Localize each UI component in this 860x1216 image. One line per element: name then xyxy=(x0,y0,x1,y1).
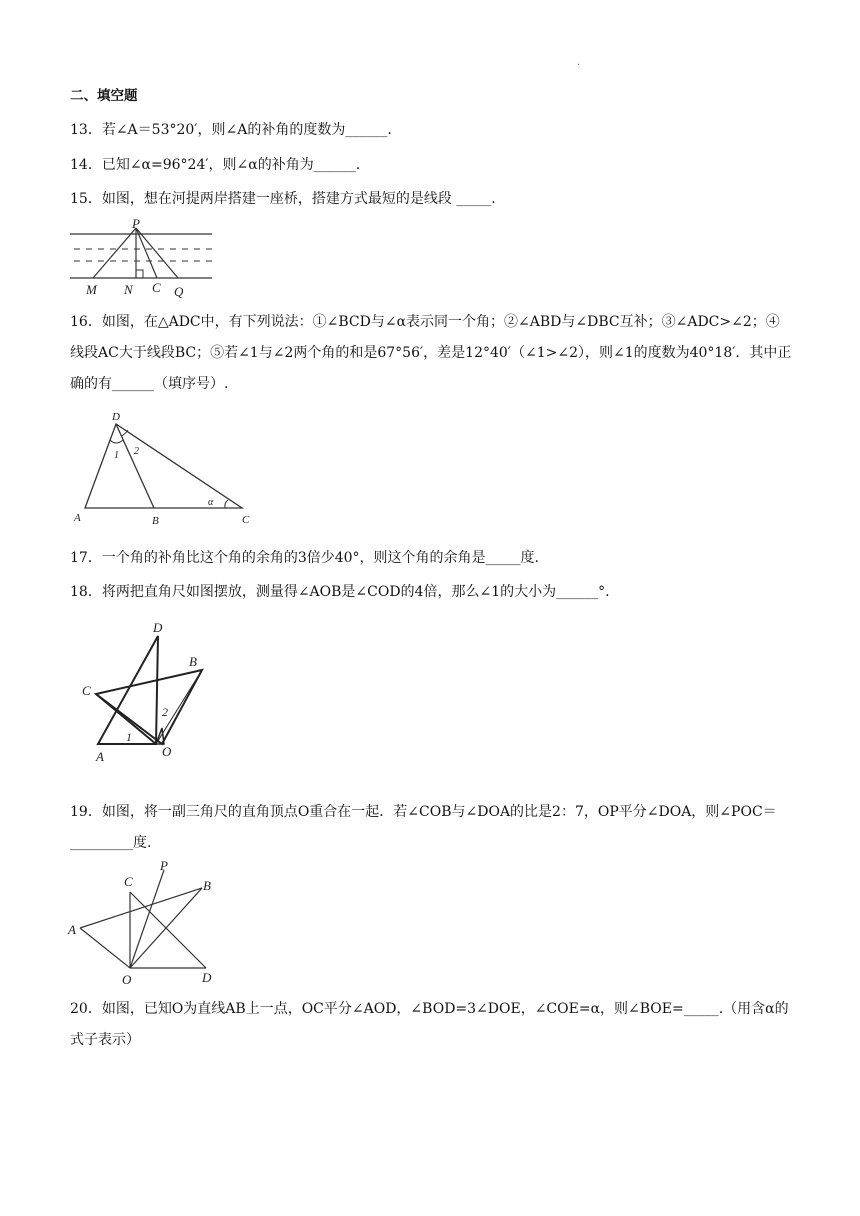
angle-1-arc xyxy=(110,440,123,443)
question-text: ．如图，将一副三角尺的直角顶点O重合在一起．若∠COB与∠DOA的比是2：7，OP平分∠DOA，则∠POC＝_________度. xyxy=(70,804,777,851)
question-text: ．如图，已知O为直线AB上一点，OC平分∠AOD，∠BOD=3∠DOE，∠COE=α，则∠BOE=_____.（用含α的式子表示） xyxy=(70,1001,789,1048)
question-20 xyxy=(70,994,792,1056)
question-text: ．已知∠α=96°24′，则∠α的补角为______. xyxy=(87,157,361,173)
figure-15-river-bridge xyxy=(66,218,216,300)
question-19 xyxy=(70,797,792,859)
segment-OA xyxy=(80,928,130,968)
label-alpha: α xyxy=(208,497,214,508)
question-number: 17 xyxy=(70,550,88,566)
label-Q: Q xyxy=(174,284,184,299)
section-title: 二、填空题 xyxy=(70,88,138,104)
question-text: ．如图，在△ADC中，有下列说法：①∠BCD与∠α表示同一个角；②∠ABD与∠DBC互补；③∠ADC>∠2；④线段AC大于线段BC；⑤若∠1与∠2两个角的和是67°56′，差是12°40′（∠1>∠2），则∠1的度数为40°18′．其中正确的有______（填序号）. xyxy=(70,314,792,392)
question-number: 13 xyxy=(70,122,88,138)
label-B: B xyxy=(203,878,211,893)
right-angle-mark xyxy=(136,270,143,278)
label-N: N xyxy=(124,282,133,297)
figure-16-triangle xyxy=(70,408,260,530)
question-number: 16 xyxy=(70,314,88,330)
label-O: O xyxy=(162,744,172,759)
ruler-one xyxy=(98,636,158,744)
question-16 xyxy=(70,307,792,400)
question-13 xyxy=(70,120,392,140)
question-number: 15 xyxy=(70,191,88,207)
label-C: C xyxy=(242,514,250,526)
label-A: A xyxy=(68,922,76,937)
label-O: O xyxy=(122,972,132,987)
label-angle-1: 1 xyxy=(126,730,132,744)
question-18 xyxy=(70,582,610,602)
question-text: ．若∠A＝53°20′，则∠A的补角的度数为______. xyxy=(87,122,392,138)
question-text: ．一个角的补角比这个角的余角的3倍少40°，则这个角的余角是_____度. xyxy=(87,550,539,566)
header-mark: · xyxy=(577,60,581,71)
label-C: C xyxy=(124,874,133,889)
label-A: A xyxy=(96,749,104,764)
question-15 xyxy=(70,189,496,209)
label-B: B xyxy=(152,515,159,527)
triangle-ADC xyxy=(85,424,242,508)
label-P: P xyxy=(160,858,168,873)
figure-19-set-squares xyxy=(66,858,226,988)
question-text: ．如图，想在河提两岸搭建一座桥，搭建方式最短的是线段 _____. xyxy=(87,191,496,207)
question-number: 20 xyxy=(70,1001,88,1017)
question-number: 19 xyxy=(70,804,88,820)
ray-OP xyxy=(130,870,164,968)
label-D: D xyxy=(153,620,163,635)
segment-CD xyxy=(130,892,206,968)
question-number: 18 xyxy=(70,584,88,600)
angle-2-arc xyxy=(122,430,128,436)
question-17 xyxy=(70,548,539,568)
label-P: P xyxy=(132,218,140,231)
label-D: D xyxy=(112,411,120,423)
label-A: A xyxy=(74,512,81,524)
label-C: C xyxy=(152,280,161,295)
segment-PM xyxy=(93,228,136,278)
label-angle-1: 1 xyxy=(114,450,119,461)
figure-18-rulers xyxy=(76,616,216,766)
question-text: ．将两把直角尺如图摆放，测量得∠AOB是∠COD的4倍，那么∠1的大小为______°. xyxy=(87,584,610,600)
label-C: C xyxy=(82,683,91,698)
label-B: B xyxy=(189,654,197,669)
label-angle-2: 2 xyxy=(162,705,168,719)
question-14 xyxy=(70,155,360,175)
label-angle-2: 2 xyxy=(134,446,139,457)
question-number: 14 xyxy=(70,157,88,173)
label-D: D xyxy=(202,970,212,985)
angle-alpha-arc xyxy=(225,500,228,508)
label-M: M xyxy=(86,282,97,297)
